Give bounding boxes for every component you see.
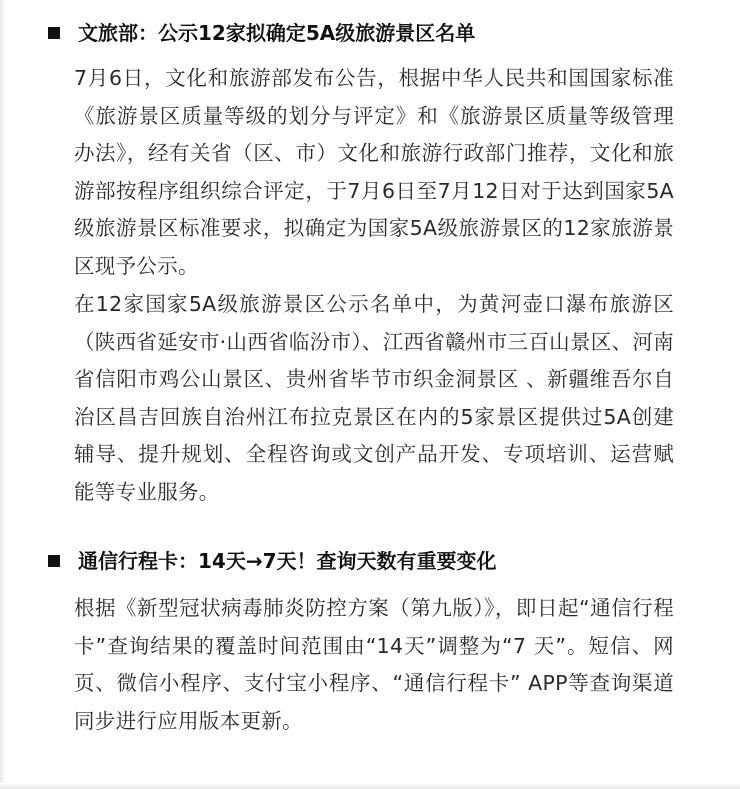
section-paragraph: 7月6日，文化和旅游部发布公告，根据中华人民共和国国家标准《旅游景区质量等级的划分与评定》和《旅游景区质量等级管理办法》，经有关省（区、市）文化和旅游行政部门推荐，文化和旅游部按程序组织综合评定，于7月6日至7月12日对于达到国家5A级旅游景区标准要求，拟确定为国家5A级旅游景区的12家旅游景区现予公示。 [74,66,674,278]
left-edge-shadow [0,0,6,789]
news-section-tourism [0,16,740,511]
section-heading-text: 文旅部：公示12家拟确定5A级旅游景区名单 [78,21,476,45]
section-heading [0,544,740,578]
section-heading [0,16,740,50]
square-bullet-icon [48,555,60,567]
section-heading-text: 通信行程卡：14天→7天！查询天数有重要变化 [78,549,497,573]
section-paragraph: 根据《新型冠状病毒肺炎防控方案（第九版）》，即日起“通信行程卡”查询结果的覆盖时间范围由“14天”调整为“7 天”。短信、网页、微信小程序、支付宝小程序、“通信行程卡” APP等查询渠道同步进行应用版本更新。 [74,596,674,733]
section-paragraph: 在12家国家5A级旅游景区公示名单中，为黄河壶口瀑布旅游区（陕西省延安市·山西省临汾市）、江西省赣州市三百山景区、河南省信阳市鸡公山景区、贵州省毕节市织金洞景区 、新疆维吾尔自治区昌吉回族自治州江布拉克景区在内的5家景区提供过5A创建辅导、提升规划、全程咨询或文创产品开发、专项培训、运营赋能等专业服务。 [74,292,674,504]
square-bullet-icon [48,27,60,39]
news-section-travel-card [0,544,740,740]
bottom-edge-shadow [0,783,740,789]
